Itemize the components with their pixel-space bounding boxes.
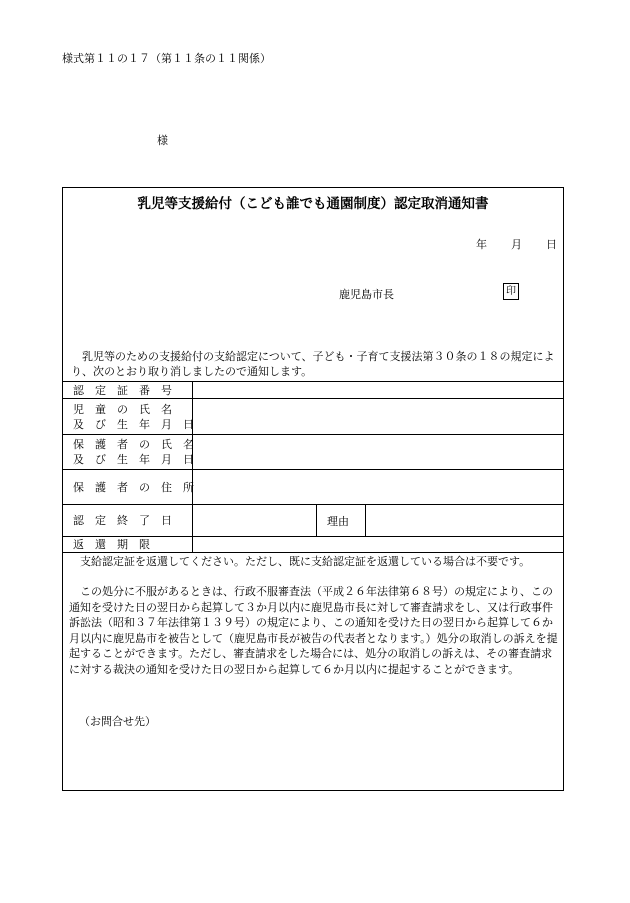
seal-mark: 印 <box>503 283 519 300</box>
appeal-notice: この処分に不服があるときは、行政不服審査法（平成２６年法律第６８号）の規定により、この通知を受けた日の翌日から起算して３か月以内に鹿児島市長に対して審査請求をし、又は行政事件訴訟法（昭和３７年法律第１３９号）の規定により、この通知を受けた日の翌日から起算して６か月以内に鹿児島市を被告として（鹿児島市長が被告の代表者となります。）処分の取消しの訴えを提起することができます。ただし、審査請求をした場合には、処分の取消しの訴えは、その審査請求に対する裁決の通知を受けた日の翌日から起算して６か月以内に提起することができます。 <box>69 585 558 676</box>
row-cert-number <box>63 381 563 398</box>
contact-label: （お問合せ先） <box>79 715 156 728</box>
addressee-suffix: 様 <box>157 134 168 147</box>
label-reason: 理由 <box>327 515 349 528</box>
label-child: 児 童 の 氏 名 及 び 生 年 月 日 <box>63 399 193 434</box>
date-year: 年 <box>476 238 487 251</box>
row-return-deadline <box>63 536 563 553</box>
issue-date <box>476 236 557 252</box>
issuer-name: 鹿児島市長 <box>339 288 394 301</box>
divider <box>365 505 366 536</box>
label-cert-number: 認 定 証 番 号 <box>63 382 193 398</box>
notice-frame <box>62 187 564 791</box>
label-return-deadline: 返 還 期 限 <box>63 537 193 552</box>
label-end-date: 認 定 終 了 日 <box>63 505 193 536</box>
row-guardian-address <box>63 469 563 504</box>
row-child <box>63 398 563 434</box>
label-guardian-address: 保 護 者 の 住 所 <box>63 470 193 504</box>
date-day: 日 <box>546 238 557 251</box>
label-guardian: 保 護 者 の 氏 名 及 び 生 年 月 日 <box>63 435 193 469</box>
date-month: 月 <box>511 238 522 251</box>
intro-paragraph: 乳児等のための支援給付の支給認定について、子ども・子育て支援法第３０条の１８の規定により、次のとおり取り消しましたので通知します。 <box>71 350 555 378</box>
document-title: 乳児等支援給付（こども誰でも通園制度）認定取消通知書 <box>137 196 489 212</box>
divider <box>316 505 317 536</box>
row-guardian <box>63 434 563 469</box>
return-notice: 支給認定証を返還してください。ただし、既に支給認定証を返還している場合は不要です。 <box>80 555 531 568</box>
row-end-date <box>63 504 563 536</box>
form-number: 様式第１１の１７（第１１条の１１関係） <box>62 52 271 65</box>
